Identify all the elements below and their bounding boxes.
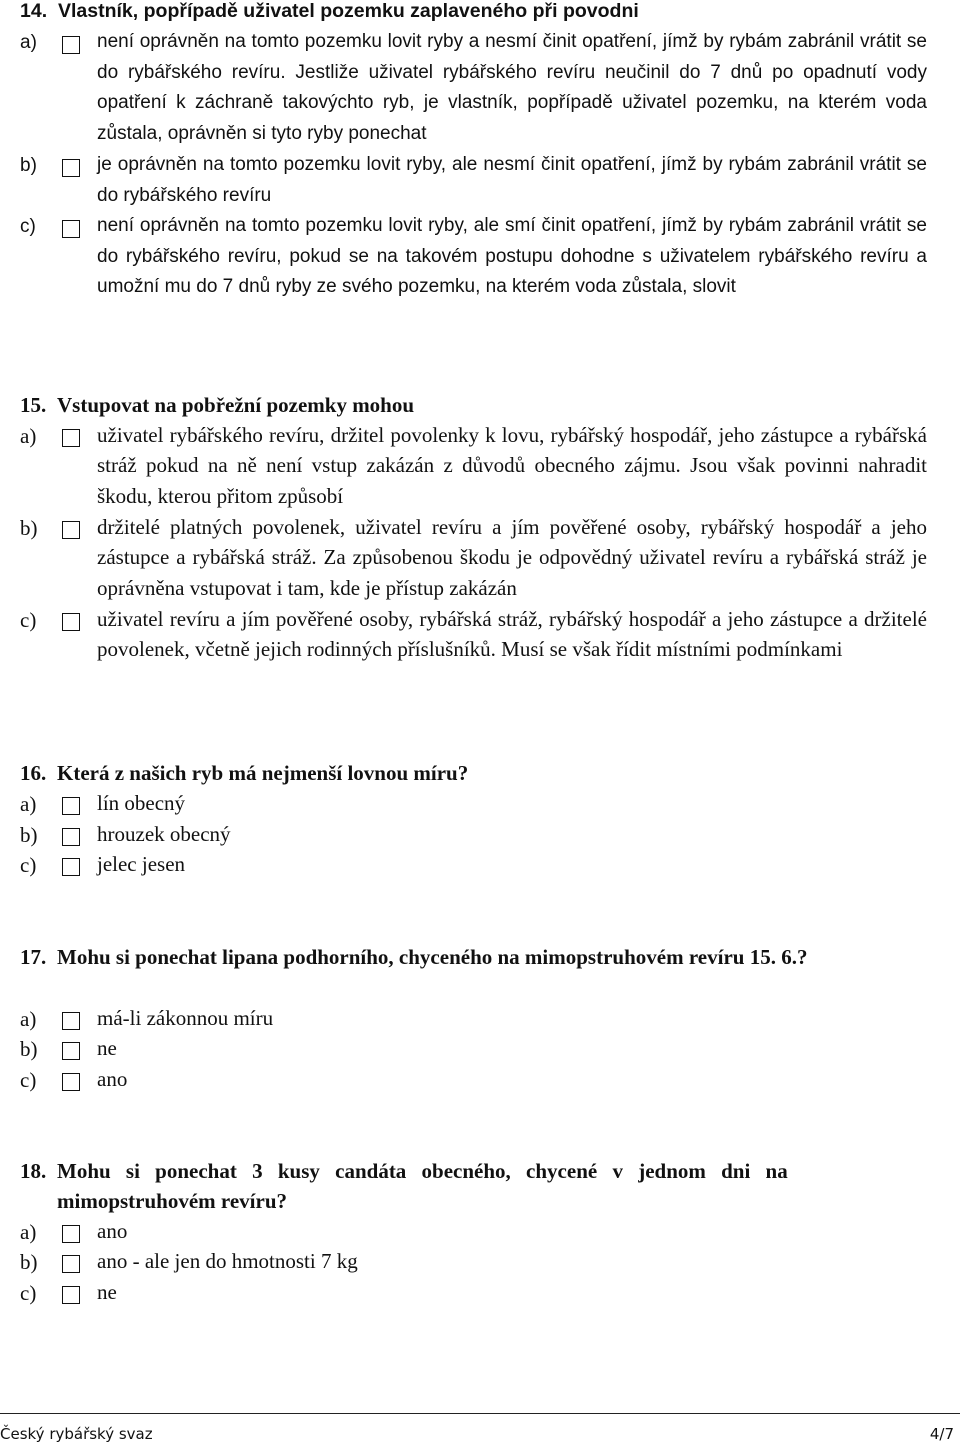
option-checkbox-a[interactable] (62, 429, 80, 447)
option-letter: b) (20, 516, 38, 540)
question-title: Mohu si ponechat lipana podhorního, chyceného na mimopstruhovém revíru 15. 6.? (57, 945, 808, 969)
option-checkbox-c[interactable] (62, 1073, 80, 1091)
option-checkbox-b[interactable] (62, 1042, 80, 1060)
option-text: ano (97, 1219, 128, 1243)
option-checkbox-a[interactable] (62, 1225, 80, 1243)
option-letter: a) (20, 32, 37, 53)
option-checkbox-c[interactable] (62, 220, 80, 238)
option-text: je oprávněn na tomto pozemku lovit ryby, ale nesmí činit opatření, jímž by rybám zabránil vrátit se do rybářského revíru (97, 154, 927, 206)
option-text: ano - ale jen do hmotnosti 7 kg (97, 1249, 358, 1273)
option-text: ne (97, 1280, 117, 1304)
option-checkbox-c[interactable] (62, 858, 80, 876)
option-checkbox-b[interactable] (62, 1255, 80, 1273)
option-text: není oprávněn na tomto pozemku lovit ryby, ale smí činit opatření, jímž by rybám zabránil vrátit se do rybářského revíru, pokud se na takovém postupu dohodne s uživatelem rybářského revíru a umožní mu do 7 dnů ryby ze svého pozemku, na kterém voda zůstala, slovit (97, 215, 927, 298)
option-text: jelec jesen (97, 852, 186, 876)
option-checkbox-b[interactable] (62, 521, 80, 539)
option-text: hrouzek obecný (97, 822, 231, 846)
question-title: Vstupovat na pobřežní pozemky mohou (57, 393, 415, 417)
question-number: 16. (20, 761, 47, 785)
option-text: má-li zákonnou míru (97, 1006, 274, 1030)
option-checkbox-a[interactable] (62, 1012, 80, 1030)
option-letter: c) (20, 1281, 37, 1305)
question-title-text: Mohu si ponechat 3 kusy candáta obecného, chycené v jednom dni na (57, 1159, 788, 1183)
question-number: 14. (20, 0, 48, 22)
question-title-line2: mimopstruhovém revíru? (57, 1189, 288, 1213)
option-text: držitelé platných povolenek, uživatel revíru a jím pověřené osoby, rybářský hospodář a jeho zástupce a rybářská stráž. Za způsobenou škodu je odpovědný uživatel revíru a rybářská stráž je oprávněna vstupovat i tam, kde je přístup zakázán (97, 515, 927, 600)
option-letter: a) (20, 1007, 37, 1031)
option-letter: a) (20, 1220, 37, 1244)
question-number: 18. (20, 1159, 47, 1183)
option-letter: b) (20, 155, 37, 176)
option-text: není oprávněn na tomto pozemku lovit ryby a nesmí činit opatření, jímž by rybám zabránil vrátit se do rybářského revíru. Jestliže uživatel rybářského revíru neučinil do 7 dnů po opadnutí vody opatření k záchraně takovýchto ryb, je vlastník, popřípadě uživatel pozemku, na kterém voda zůstala, oprávněn si tyto ryby ponechat (97, 31, 927, 144)
option-letter: b) (20, 1250, 38, 1274)
question-number: 15. (20, 393, 47, 417)
option-letter: b) (20, 823, 38, 847)
option-letter: c) (20, 608, 37, 632)
question-title: Vlastník, popřípadě uživatel pozemku zaplaveného při povodni (58, 0, 639, 22)
footer-divider (0, 1413, 960, 1414)
question-title-line1 (57, 1159, 927, 1184)
option-text: ano (97, 1067, 128, 1091)
option-checkbox-a[interactable] (62, 797, 80, 815)
option-letter: a) (20, 792, 37, 816)
option-checkbox-a[interactable] (62, 36, 80, 54)
option-checkbox-c[interactable] (62, 613, 80, 631)
option-letter: b) (20, 1037, 38, 1061)
footer-organization: Český rybářský svaz (0, 1425, 153, 1443)
option-text: ne (97, 1036, 117, 1060)
option-checkbox-b[interactable] (62, 159, 80, 177)
option-text: uživatel revíru a jím pověřené osoby, rybářská stráž, rybářský hospodář a jeho zástupce a držitelé povolenek, včetně jejich rodinných příslušníků. Musí se však řídit místními podmínkami (97, 607, 927, 662)
footer-page-number: 4/7 (929, 1425, 954, 1443)
question-number: 17. (20, 945, 47, 969)
option-letter: a) (20, 424, 37, 448)
option-checkbox-b[interactable] (62, 828, 80, 846)
option-letter: c) (20, 853, 37, 877)
option-text: uživatel rybářského revíru, držitel povolenky k lovu, rybářský hospodář, jeho zástupce a rybářská stráž pokud na ně není vstup zakázán z důvodů obecného zájmu. Jsou však povinni nahradit škodu, kterou přitom způsobí (97, 423, 927, 508)
question-title: Která z našich ryb má nejmenší lovnou míru? (57, 761, 469, 785)
option-text: lín obecný (97, 791, 186, 815)
option-letter: c) (20, 216, 36, 237)
option-checkbox-c[interactable] (62, 1286, 80, 1304)
option-letter: c) (20, 1068, 37, 1092)
